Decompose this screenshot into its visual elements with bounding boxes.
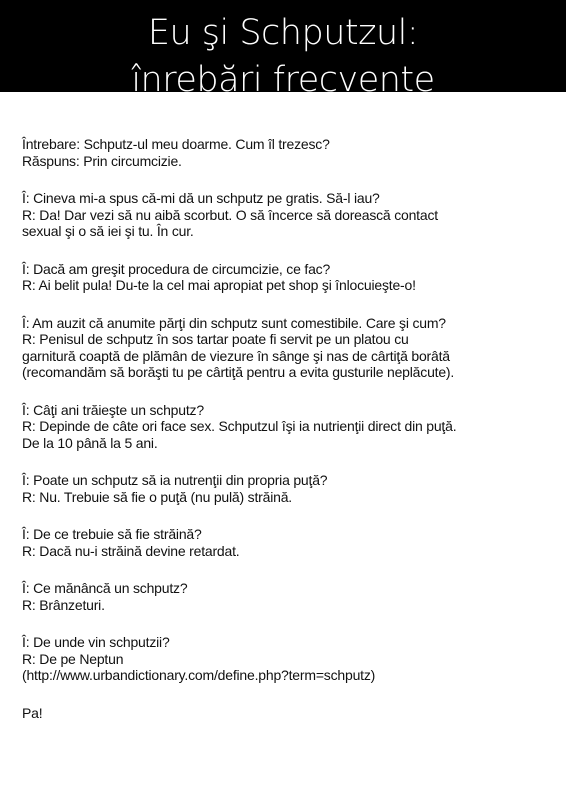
faq-text	[22, 261, 552, 294]
faq-text	[22, 634, 552, 684]
closing-text: Pa!	[22, 704, 43, 721]
page-title	[0, 10, 566, 92]
faq-answer-line: (http://www.urbandictionary.com/define.php?term=schputz)	[22, 667, 376, 683]
faq-answer-line: sexual şi o să iei şi tu. În cur.	[22, 223, 194, 239]
faq-question-line: Întrebare: Schputz-ul meu doarme. Cum îl trezesc?	[22, 136, 330, 152]
faq-text	[22, 526, 552, 559]
faq-list	[22, 136, 552, 684]
faq-question-line: Î: Cineva mi-a spus că-mi dă un schputz pe gratis. Să-l iau?	[22, 190, 380, 206]
faq-text	[22, 580, 552, 613]
faq-answer-line: R: Penisul de schputz în sos tartar poate fi servit pe un platou cu	[22, 331, 409, 347]
faq-answer-line: (recomandăm să borăşti tu pe cârtiţă pentru a evita gusturile neplăcute).	[22, 364, 455, 380]
faq-item	[22, 580, 552, 613]
faq-answer-line: R: Da! Dar vezi să nu aibă scorbut. O să încerce să dorească contact	[22, 206, 438, 223]
faq-question-line: Î: Am auzit că anumite părţi din schputz sunt comestibile. Care şi cum?	[22, 314, 446, 331]
faq-answer-line: R: Nu. Trebuie să fie o puţă (nu pulă) străină.	[22, 488, 292, 505]
faq-answer-line: R: Brânzeturi.	[22, 596, 105, 613]
faq-item	[22, 472, 552, 505]
faq-item	[22, 402, 552, 452]
faq-answer-line: De la 10 până la 5 ani.	[22, 434, 158, 451]
faq-item	[22, 136, 552, 169]
faq-item	[22, 526, 552, 559]
faq-text	[22, 190, 552, 240]
faq-answer-line: R: Dacă nu-i străină devine retardat.	[22, 542, 240, 559]
faq-item	[22, 315, 552, 381]
faq-item	[22, 261, 552, 294]
faq-answer-line: R: De pe Neptun	[22, 650, 124, 667]
faq-question-line: Î: Poate un schputz să ia nutrenţii din propria puţă?	[22, 472, 328, 488]
faq-question-line: Î: Câţi ani trăieşte un schputz?	[22, 401, 204, 418]
faq-question-line: Î: Ce mănâncă un schputz?	[22, 580, 188, 596]
faq-text	[22, 136, 552, 169]
faq-answer-line: R: Depinde de câte ori face sex. Schputzul îşi ia nutrienţii direct din puţă.	[22, 418, 457, 434]
faq-answer-line: R: Ai belit pula! Du-te la cel mai apropiat pet shop şi înlocuieşte-o!	[22, 277, 416, 293]
faq-item	[22, 190, 552, 240]
page-title-line-2: înrebări frecvente	[131, 60, 435, 92]
faq-question-line: Î: De ce trebuie să fie străină?	[22, 526, 202, 542]
page-title-line-1: Eu şi Schputzul:	[147, 13, 419, 53]
faq-text	[22, 402, 552, 452]
faq-item	[22, 634, 552, 684]
faq-text	[22, 472, 552, 505]
faq-body	[22, 136, 552, 721]
faq-text	[22, 315, 552, 381]
faq-answer-line: Răspuns: Prin circumcizie.	[22, 152, 182, 169]
faq-answer-line: garnitură coaptă de plămân de viezure în sânge şi nas de cârtiţă borâtă	[22, 347, 450, 364]
title-banner	[0, 0, 566, 92]
faq-question-line: Î: Dacă am greşit procedura de circumcizie, ce fac?	[22, 260, 331, 277]
faq-question-line: Î: De unde vin schputzii?	[22, 634, 170, 650]
